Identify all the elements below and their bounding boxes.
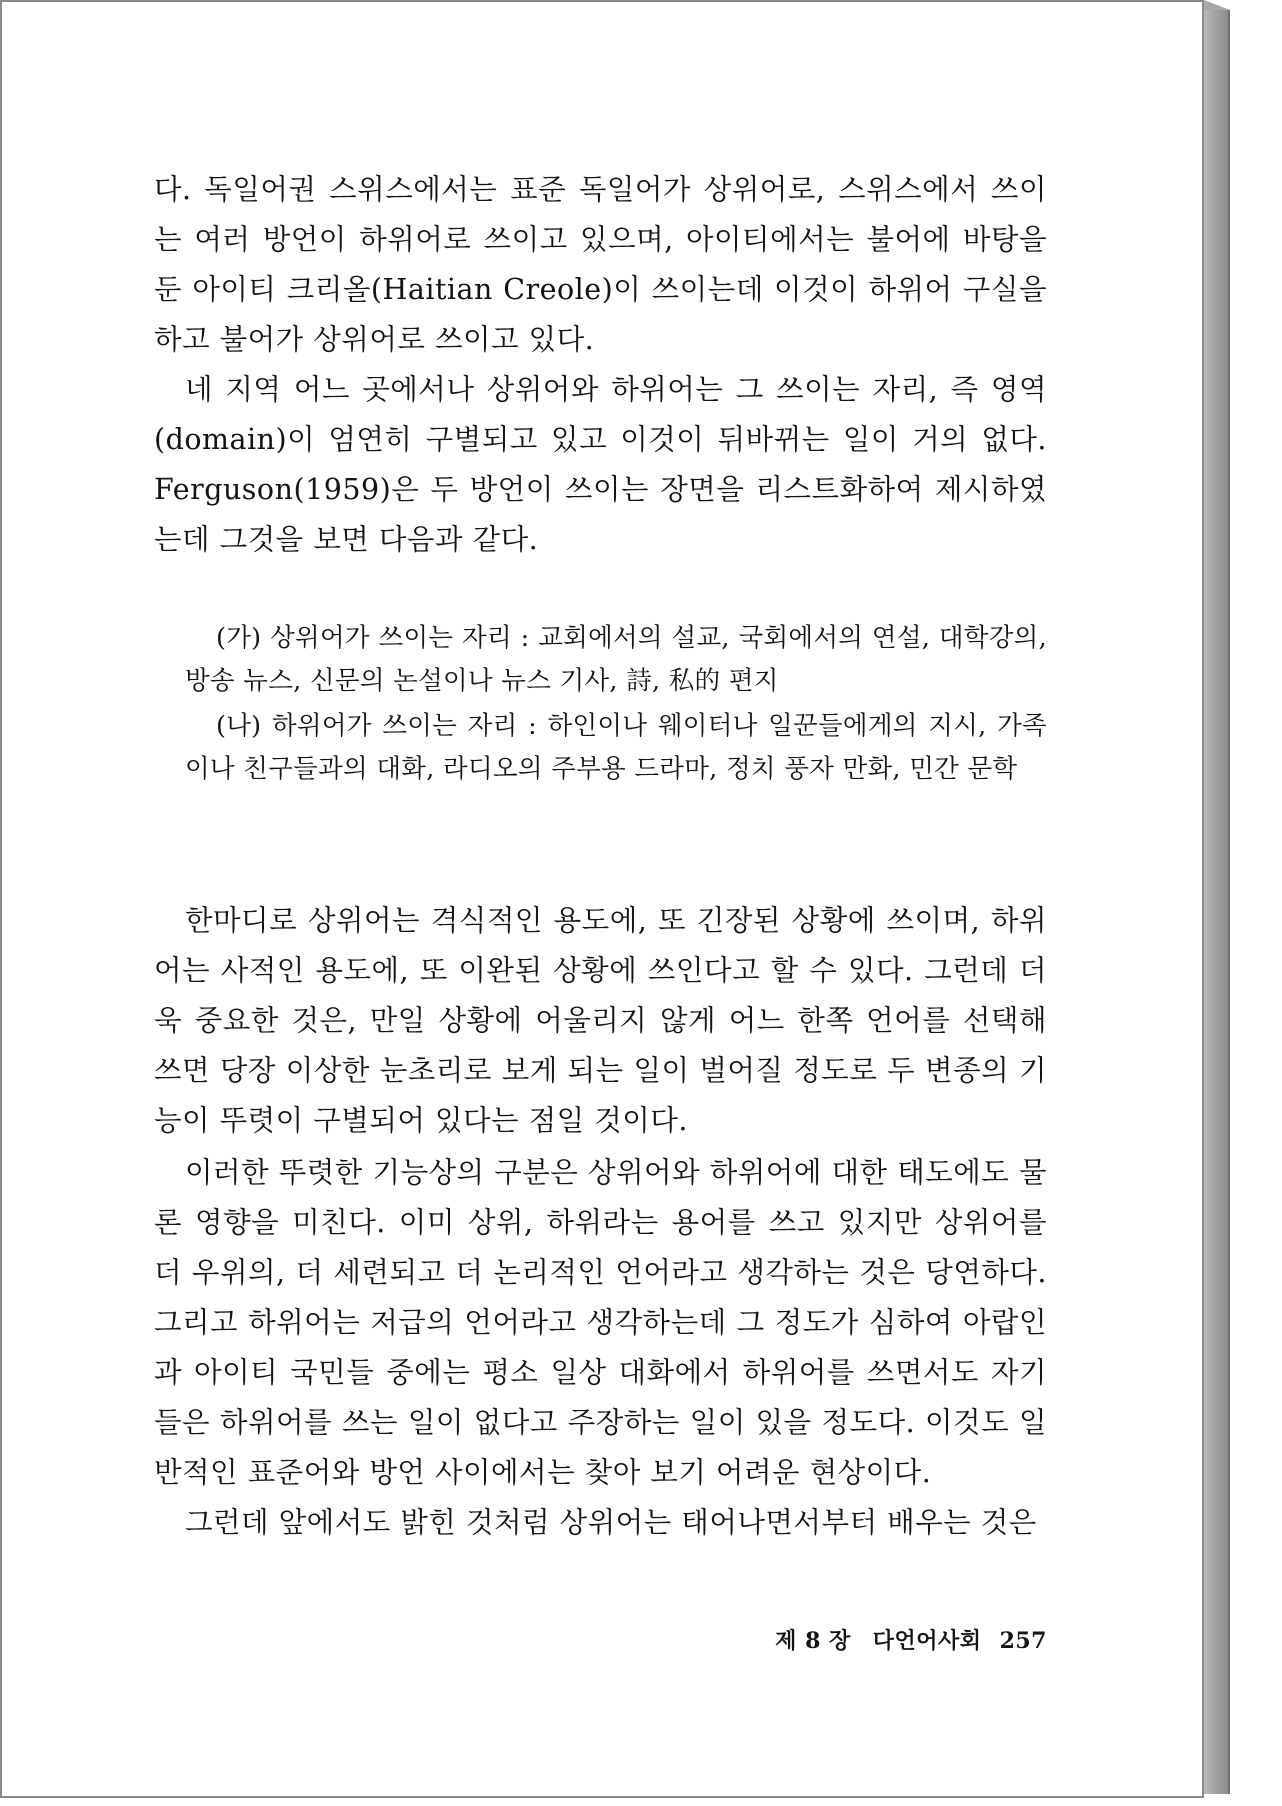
page-number: 257 xyxy=(999,1628,1047,1654)
footer-chapter-title: 다언어사회 xyxy=(872,1628,982,1654)
body-paragraph: 이러한 뚜렷한 기능상의 구분은 상위어와 하위어에 대한 태도에도 물론 영향을 미친다. 이미 상위, 하위라는 용어를 쓰고 있지만 상위어를 더 우위의, 더 세련되고 더 논리적인 언어라고 생각하는 것은 당연하다. 그리고 하위어는 저급의 언어라고 생각하는데 그 정도가 심하여 아랍인과 아이티 국민들 중에는 평소 일상 대화에서 하위어를 쓰면서도 자기들은 하위어를 쓰는 일이 없다고 주장하는 일이 있을 정도다. 이것도 일반적인 표준어와 방언 사이에서는 찾아 보기 어려운 현상이다. xyxy=(154,1156,1047,1489)
quote-item: (나) 하위어가 쓰이는 자리 : 하인이나 웨이터나 일꾼들에게의 지시, 가족이나 친구들과의 대화, 라디오의 주부용 드라마, 정치 풍자 만화, 민간 문학 xyxy=(185,711,1047,784)
body-paragraph: 네 지역 어느 곳에서나 상위어와 하위어는 그 쓰이는 자리, 즉 영역(domain)이 엄연히 구별되고 있고 이것이 뒤바뀌는 일이 거의 없다. Ferguson(1959)은 두 방언이 쓰이는 장면을 리스트화하여 제시하였는데 그것을 보면 다음과 같다. xyxy=(154,373,1047,556)
page-stack-edge xyxy=(1204,10,1230,1794)
quote-item: (가) 상위어가 쓰이는 자리 : 교회에서의 설교, 국회에서의 연설, 대학강의, 방송 뉴스, 신문의 논설이나 뉴스 기사, 詩, 私的 편지 xyxy=(185,623,1047,696)
footer-chapter: 제 8 장 xyxy=(775,1628,851,1654)
running-footer xyxy=(702,1624,1047,1655)
body-paragraph: 그런데 앞에서도 밝힌 것처럼 상위어는 태어나면서부터 배우는 것은 xyxy=(185,1506,1037,1539)
page-stack-corner xyxy=(1204,0,1230,10)
body-paragraph: 한마디로 상위어는 격식적인 용도에, 또 긴장된 상황에 쓰이며, 하위어는 사적인 용도에, 또 이완된 상황에 쓰인다고 할 수 있다. 그런데 더욱 중요한 것은, 만일 상황에 어울리지 않게 어느 한쪽 언어를 선택해 쓰면 당장 이상한 눈초리로 보게 되는 일이 벌어질 정도로 두 변종의 기능이 뚜렷이 구별되어 있다는 점일 것이다. xyxy=(154,904,1047,1137)
body-paragraph: 다. 독일어권 스위스에서는 표준 독일어가 상위어로, 스위스에서 쓰이는 여러 방언이 하위어로 쓰이고 있으며, 아이티에서는 불어에 바탕을 둔 아이티 크리올(Haitian Creole)이 쓰이는데 이것이 하위어 구실을 하고 불어가 상위어로 쓰이고 있다. xyxy=(154,173,1047,356)
